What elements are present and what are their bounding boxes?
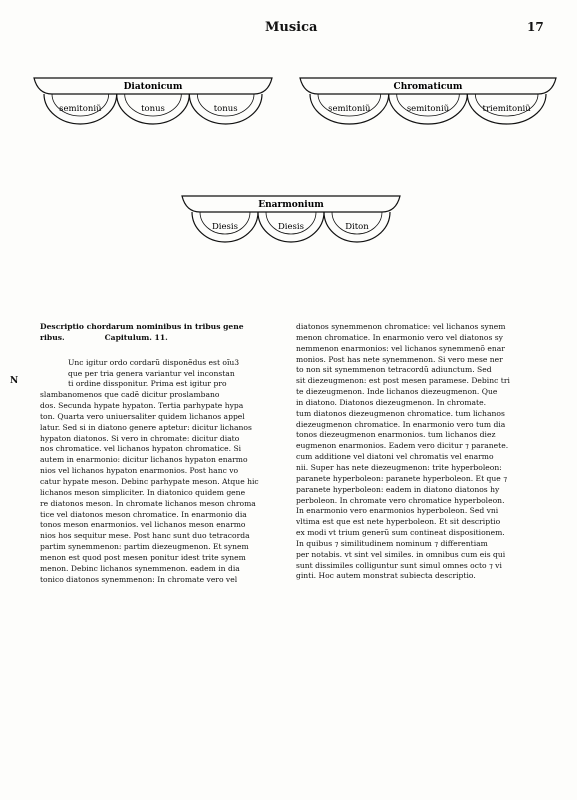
right-text-line: sunt dissimiles colliguntur sunt simul omnes octo ⁊ vi xyxy=(296,560,502,570)
interval-label: tonus xyxy=(213,104,238,114)
left-text-line: partim synemmenon: partim diezeugmenon. Et synem xyxy=(40,542,249,552)
interval-label: Diesis xyxy=(211,222,239,232)
left-body-text xyxy=(40,358,268,586)
right-text-line: cum additione vel diatoni vel chromatis vel enarmo xyxy=(296,452,494,462)
right-text-line: vltima est que est nete hyperboleon. Et sit descriptio xyxy=(296,517,501,527)
diagram-chromatic xyxy=(300,78,556,124)
diagram-diatonic xyxy=(34,78,272,124)
chapter-heading: Descriptio chordarum nominibus in tribus gene xyxy=(40,322,244,331)
right-text-line: nii. Super has nete diezeugmenon: trite hyperboleon: xyxy=(296,462,502,472)
left-text-line: catur hypate meson. Debinc parhypate meson. Atque hic xyxy=(40,476,259,486)
right-text-line: ex modi vt trium generũ sum contineat dispositionem. xyxy=(296,528,505,538)
right-text-line: paranete hyperboleon: eadem in diatono diatonos hy xyxy=(296,484,500,494)
right-text-line: In quibus ⁊ similitudinem nominum ⁊ differentiam xyxy=(296,538,488,548)
interval-label: tonus xyxy=(141,104,165,114)
left-text-line: hypaton diatonos. Si vero in chromate: dicitur diato xyxy=(40,433,240,443)
left-column xyxy=(40,322,268,585)
interval-label: semitoniũ xyxy=(59,104,102,114)
chapter-heading-cont: ribus. Capitulum. 11. xyxy=(40,332,168,342)
left-text-line: ton. Quarta vero uniuersaliter quidem lichanos appel xyxy=(40,411,245,421)
right-text-line: sit diezeugmenon: est post mesen paramese. Debinc tri xyxy=(296,376,510,386)
right-text-line: menon chromatice. In enarmonio vero vel diatonos sy xyxy=(296,332,503,342)
right-text-line: ginti. Hoc autem monstrat subiecta descriptio. xyxy=(296,571,476,581)
left-text-line: que per tria genera variantur vel inconstan xyxy=(68,368,235,378)
left-text-line: tonos meson enarmonios. vel lichanos meson enarmo xyxy=(40,520,246,530)
left-text-line: nios hos sequitur mese. Post hanc sunt duo tetracorda xyxy=(40,531,250,541)
interval-label: semitoniũ xyxy=(406,104,450,114)
left-text-line: latur. Sed si in diatono genere aptetur: dicitur lichanos xyxy=(40,422,252,432)
interval-label: Diton xyxy=(345,222,369,232)
diagram-title: Enarmonium xyxy=(258,200,324,210)
drop-capital: N xyxy=(10,376,19,386)
diagram-enharmonic xyxy=(182,196,400,242)
right-text-line: te diezeugmenon. Inde lichanos diezeugmenon. Que xyxy=(296,387,498,397)
folio-number: 17 xyxy=(527,20,544,34)
right-text-line: eugmenon enarmonios. Eadem vero dicitur ⁊ paranete. xyxy=(296,441,509,451)
left-text-line: tonico diatonos synemmenon: In chromate vero vel xyxy=(40,574,238,584)
left-text-line: nios vel lichanos hypaton enarmonios. Post hanc vo xyxy=(40,466,239,476)
left-text-line: re diatonos meson. In chromate lichanos meson chroma xyxy=(40,498,256,508)
right-text-line: paranete hyperboleon: paranete hyperboleon. Et que ⁊ xyxy=(296,473,507,483)
left-text-line: lichanos meson simpliciter. In diatonico quidem gene xyxy=(40,487,246,497)
running-title: Musica xyxy=(265,20,318,35)
left-text-line: Unc igitur ordo cordarũ disponẽdus est oĩu3 xyxy=(68,357,240,367)
left-text-line: menon est quod post mesen ponitur idest trite synem xyxy=(40,552,246,562)
right-text-line: tonos diezeugmenon enarmonios. tum lichanos diez xyxy=(296,430,496,440)
right-text-line: nemmenon enarmonios: vel lichanos synemmenõ enar xyxy=(296,343,505,353)
chapter-number: Capitulum. 11. xyxy=(104,332,168,342)
left-text-line: menon. Debinc lichanos synemmenon. eadem in dia xyxy=(40,563,240,573)
right-text-line: In enarmonio vero enarmonios hyperboleon. Sed vni xyxy=(296,506,499,516)
left-text-line: tice vel diatonos meson chromatice. In enarmonio dia xyxy=(40,509,247,519)
right-text-line: in diatono. Diatonos diezeugmenon. In chromate. xyxy=(296,397,487,407)
right-text-line: per notabis. vt sint vel similes. in omnibus cum eis qui xyxy=(296,549,506,559)
interval-label: Diesis xyxy=(277,222,305,232)
right-text-line: diatonos synemmenon chromatice: vel lichanos synem xyxy=(296,322,506,331)
right-text-line: diezeugmenon chromatice. In enarmonio vero tum dia xyxy=(296,419,506,429)
left-text-line: slambanomenos que cadẽ dicitur proslambano xyxy=(40,390,220,400)
right-body-text xyxy=(296,322,528,582)
tetrachord-diagrams xyxy=(0,0,577,300)
right-text-line: monios. Post has nete synemmenon. Si vero mese ner xyxy=(296,354,503,364)
right-text-line: tum diatonos diezeugmenon chromatice. tum lichanos xyxy=(296,408,505,418)
diagram-title: Diatonicum xyxy=(123,82,183,92)
right-text-line: perboleon. In chromate vero chromatice hyperboleon. xyxy=(296,495,505,505)
left-text-line: ti ordine dissponitur. Prima est igitur pro xyxy=(68,379,227,389)
interval-label: semitoniũ xyxy=(328,104,371,114)
interval-label: triemitoniũ xyxy=(482,104,531,114)
right-text-line: to non sit synemmenon tetracordũ adiunctum. Sed xyxy=(296,365,492,375)
left-text-line: nos chromatice. vel lichanos hypaton chromatice. Si xyxy=(40,444,242,454)
left-text-line: dos. Secunda hypate hypaton. Tertia parhypate hypa xyxy=(40,401,244,411)
left-text-line: autem in enarmonio: dicitur lichanos hypaton enarmo xyxy=(40,455,248,465)
right-column xyxy=(296,322,528,582)
diagram-title: Chromaticum xyxy=(393,82,463,92)
